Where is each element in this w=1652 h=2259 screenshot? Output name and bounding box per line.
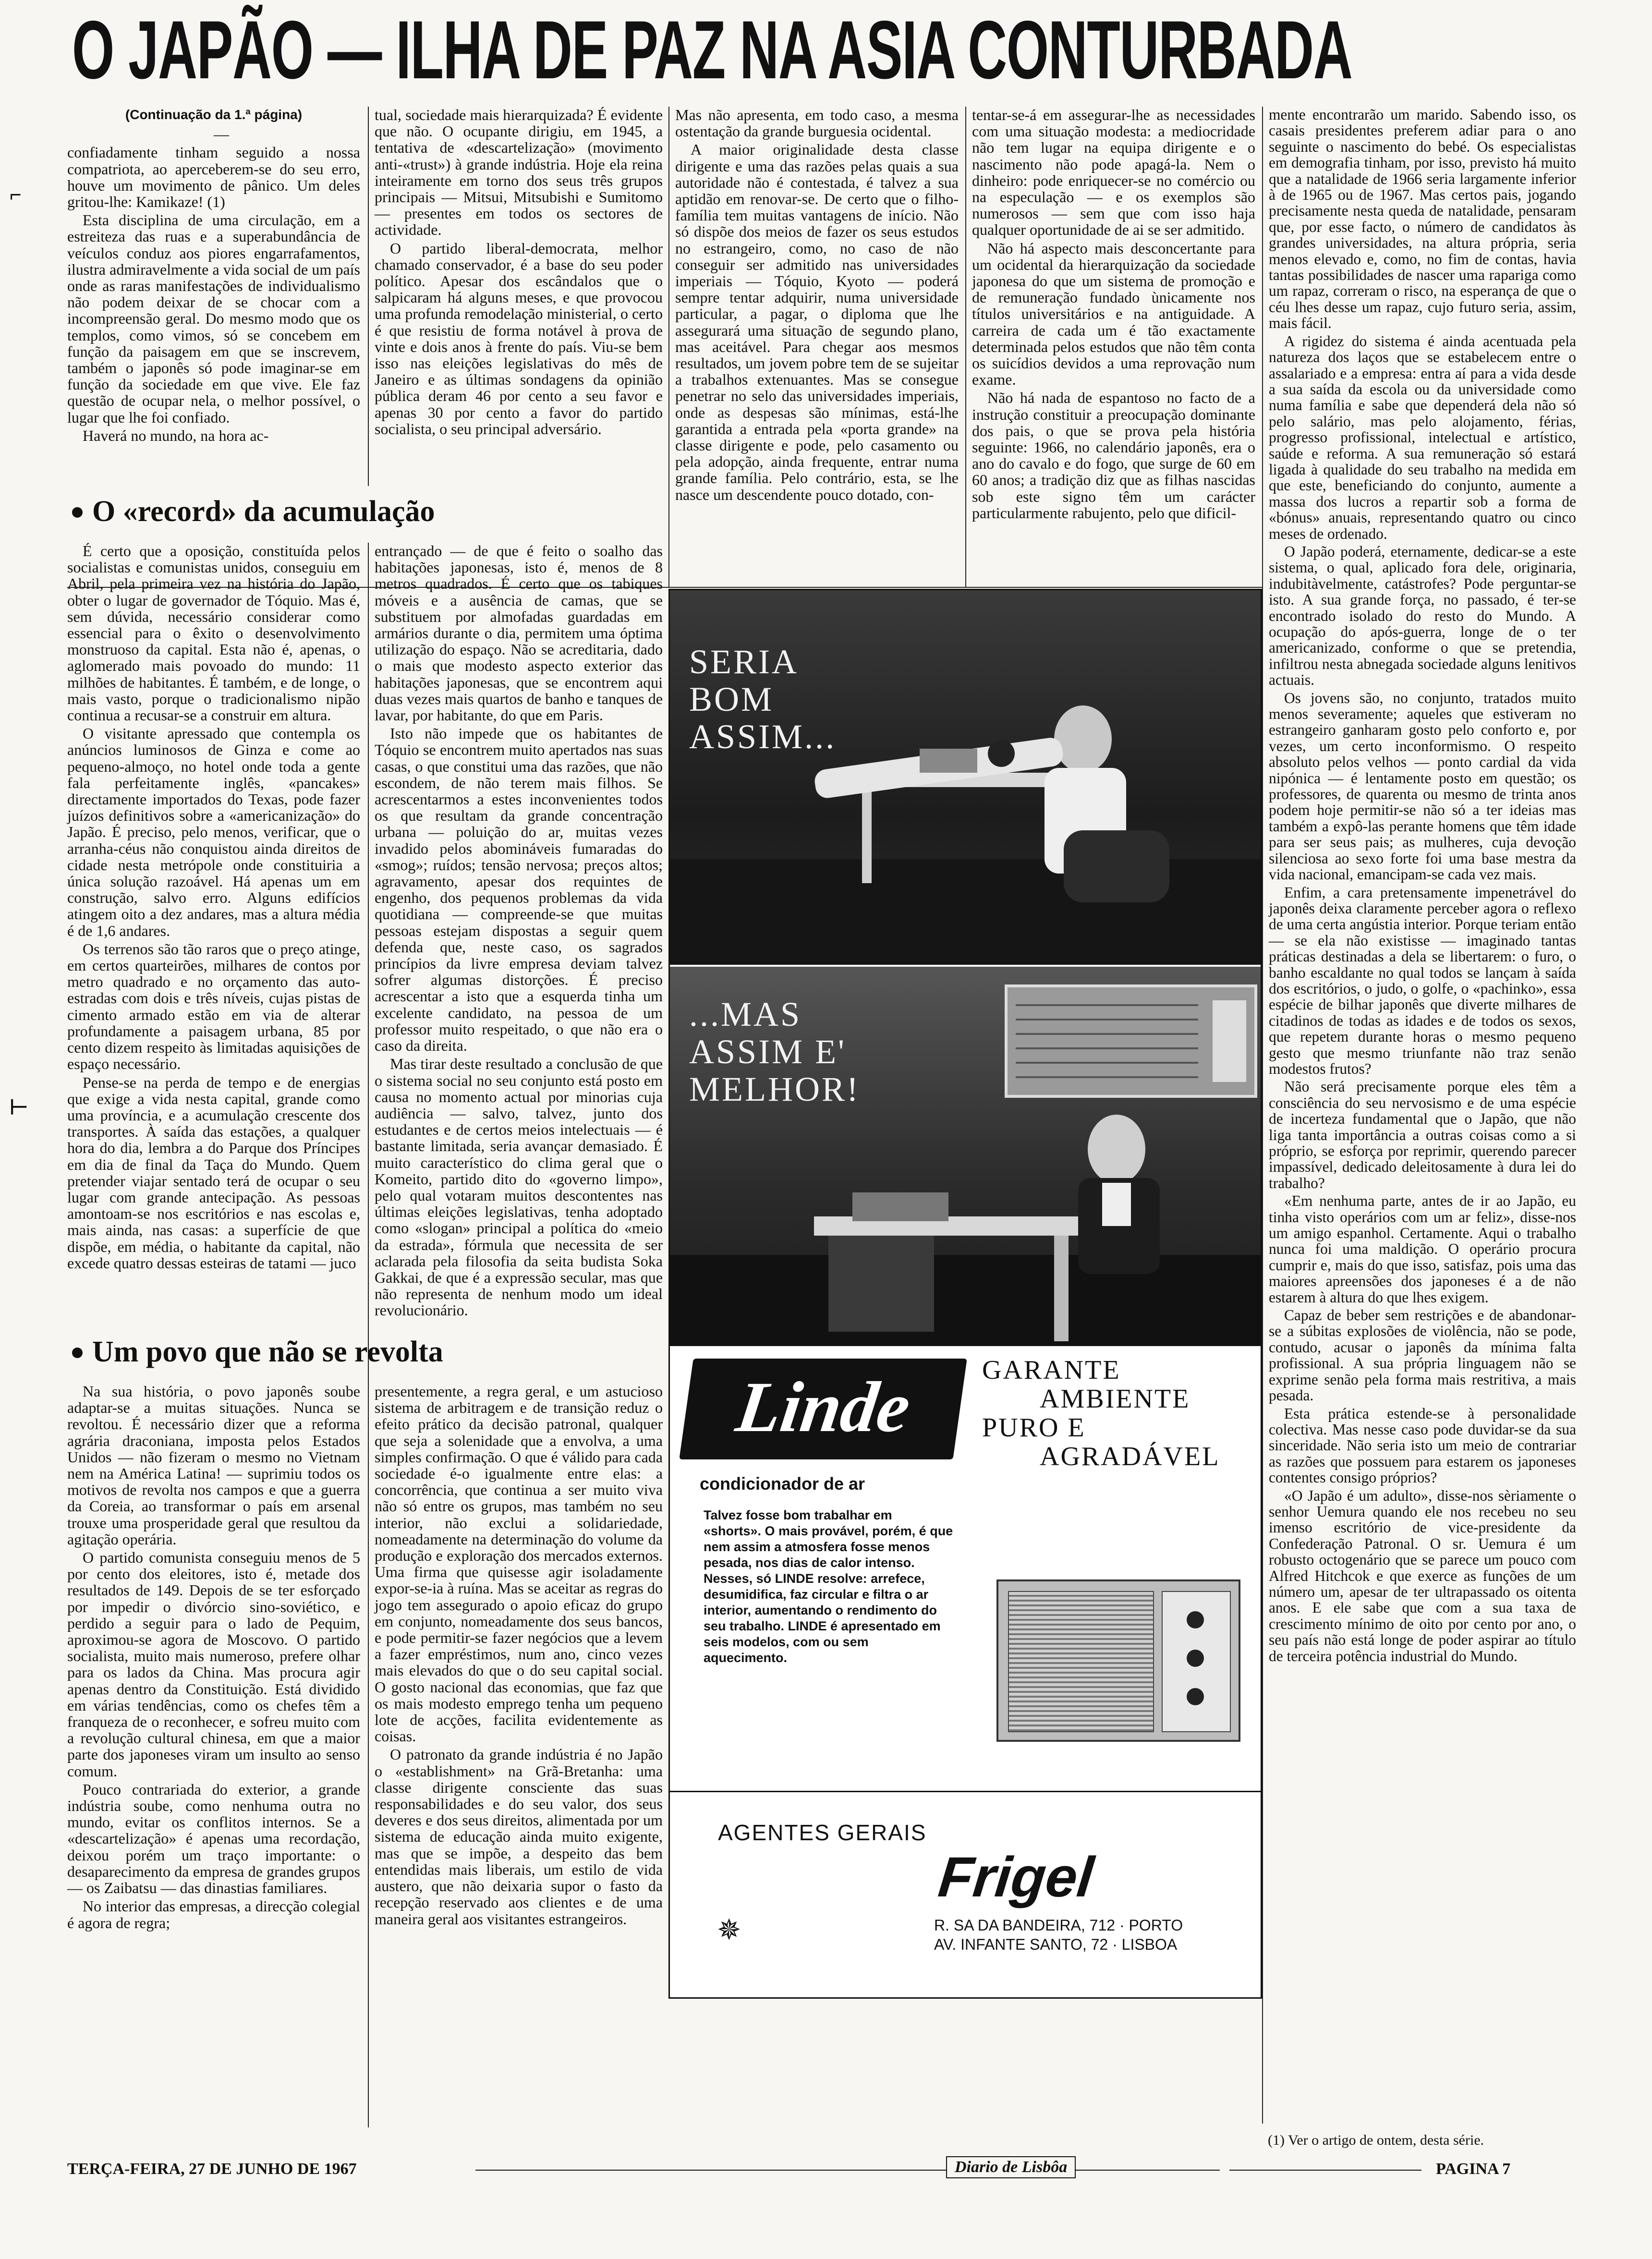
section2-column-2 bbox=[375, 1383, 663, 2127]
paragraph: Não será precisamente porque eles têm a consciência do seu nervosismo e de uma espécie de incerteza fundamental que o Japão, que não liga tanta importância a outras coisas como a si próprio, se esforça por reprimir, querendo parecer impassível, dedicado deleitosamente à dura lei do trabalho? bbox=[1269, 1078, 1576, 1191]
star-emblem-icon: ✵ bbox=[717, 1914, 741, 1946]
ac-knob-icon bbox=[1187, 1650, 1204, 1667]
footer-rule bbox=[1229, 2170, 1421, 2171]
ac-control-panel bbox=[1162, 1591, 1231, 1732]
paragraph: A rigidez do sistema é ainda acentuada pela natureza dos laços que se estabelecem entre o assalariado e a empresa: entra aí para a vida desde a sua saída da escola ou da universidade como numa família e sabe que dependerá dela não só pelo salário, mas pelo alojamento, férias, progresso profissional, intelectual e artístico, saúde e reforma. A sua remuneração só estará ligada à qualidade do seu trabalho na medida em que este, beneficiando do conjunto, aumente a massa dos lucros a repartir sob a forma de «bónus» anuais, representando quatro ou cinco meses de ordenado. bbox=[1269, 332, 1576, 542]
column-3-top bbox=[675, 107, 959, 582]
paragraph: entrançado — de que é feito o soalho das habitações japonesas, isto é, menos de 8 metros quadrados. É certo que os tabiques móveis e a ausência de camas, que se substituem por almofadas guardadas em armários durante o dia, permitem uma óptima utilização do espaço. Não se acreditaria, dado o mais que modesto aspecto exterior das habitações japonesas, que se encontrem aqui duas vezes mais quartos de banho e tanques de lavar, por habitante, do que em Paris. bbox=[375, 542, 663, 724]
column-rule bbox=[668, 107, 669, 587]
address-line: AV. INFANTE SANTO, 72 · LISBOA bbox=[934, 1936, 1178, 1953]
edge-mark: ⌐ bbox=[10, 183, 22, 206]
paragraph: O visitante apressado que contempla os anúncios luminosos de Ginza e come ao pequeno-almoço, no hotel onde toda a gente fala perfeitamente inglês, «pancakes» directamente importados do Texas, pode fazer juízos definitivos sobre a «americanização» do Japão. É preciso, pelo menos, verificar, que o arranha-céus não conquistou ainda direitos de cidade nesta metrópole onde constituiria a única solução razoável. Há apenas um em construção, salvo erro. Alguns edifícios atingem oito a dez andares, mas a altura média é de 1,6 andares. bbox=[67, 725, 360, 939]
linde-advertisement bbox=[668, 589, 1262, 1999]
headline: O JAPÃO — ILHA DE PAZ NA ASIA CONTURBADA bbox=[72, 4, 1352, 96]
product-label: condicionador de ar bbox=[700, 1474, 865, 1494]
paragraph: «O Japão é um adulto», disse-nos sèriamente o senhor Uemura quando ele nos recebeu no seu imenso escritório de vice-presidente da Confederação Patronal. O sr. Uemura é um robusto octogenário que se parece um pouco com Alfred Hitchcok e que exerce as funções de um número um, apesar de ter ultrapassado os oitenta anos. E ele sabe que com a sua taxa de crescimento mínimo de oito por cento por ano, o seu país não está longe de poder aspirar ao título de terceira potência industrial do Mundo. bbox=[1269, 1487, 1576, 1664]
column-rule bbox=[965, 107, 966, 587]
bullet-icon bbox=[72, 507, 83, 518]
distributor-address bbox=[934, 1916, 1183, 1954]
section1-column-1 bbox=[67, 543, 360, 1325]
garante-line: AMBIENTE bbox=[1040, 1384, 1190, 1414]
paragraph: Não há aspecto mais desconcertante para um ocidental da hierarquização da sociedade japonesa do que um sistema de promoção e de remuneração fundado ùnicamente nos títulos universitários e na antiguidade. A carreira de cada um é tão exactamente determinada pelos estudos que não têm conta os suicídios devidos a uma reprovação num exame. bbox=[972, 239, 1255, 389]
column-2-top bbox=[375, 107, 663, 486]
air-conditioner-image bbox=[996, 1579, 1240, 1742]
bullet-icon bbox=[72, 1348, 83, 1358]
section1-column-2 bbox=[375, 543, 663, 1325]
ac-grille bbox=[1008, 1591, 1154, 1732]
footer-rule bbox=[475, 2170, 1220, 2171]
paragraph: O partido liberal-democrata, melhor chamado conservador, é a base do seu poder político. Apesar dos escândalos que o salpicaram há alguns meses, e que provocou uma profunda remodelação ministerial, o certo é que resistiu de forma notável à prova de vinte e dois anos à frente do país. Viu-se bem isso nas eleições legislativas do mês de Janeiro e as últimas sondagens da opinião pública deram 46 por cento a seu favor e apenas 30 por cento a favor do partido socialista, o seu principal adversário. bbox=[375, 239, 663, 437]
ad-body-text: Talvez fosse bom trabalhar em «shorts». O mais provável, porém, é que nem assim a atmosfera fosse menos pesada, nos dias de calor intenso. Nesses, só LINDE resolve: arrefece, desumidifica, faz circular e filtra o ar interior, aumentando o rendimento do seu trabalho. LINDE é apresentado em seis modelos, com ou sem aquecimento. bbox=[704, 1508, 953, 1665]
continuation-note: (Continuação da 1.ª página) bbox=[125, 107, 303, 122]
footer-date: TERÇA-FEIRA, 27 DE JUNHO DE 1967 bbox=[67, 2160, 357, 2178]
paragraph: É certo que a oposição, constituída pelos socialistas e comunistas unidos, conseguiu em Abril, pela primeira vez na história do Japão, obter o lugar de governador de Tóquio. Mas é, sem dúvida, necessário considerar como essencial para o êxito o desenvolvimento monstruoso da capital. Esta não é, apenas, o aglomerado mais povoado do mundo: 11 milhões de habitantes. É também, e de longe, o mais vasto, porque o tradicionalismo nipão continua a recusar-se a construir em altura. bbox=[67, 542, 360, 724]
paragraph: No interior das empresas, a direcção colegial é agora de regra; bbox=[67, 1897, 360, 1931]
edge-mark: ⊢ bbox=[10, 1095, 28, 1119]
paragraph: Esta disciplina de uma circulação, em a estreiteza das ruas e a superabundância de veículos conduz aos piores engarrafamentos, ilustra admiravelmente a vida social de um país onde as raras manifestações de individualismo não podem deixar de se chocar com a incompreensão geral. Do mesmo modo que os templos, como vimos, só se concebem em função da paisagem em que se inscrevem, também o japonês só pode imaginar-se em função da sociedade em que vive. Ele faz questão de ocupar nela, o melhor possível, o lugar que lhe foi confiado. bbox=[67, 211, 360, 426]
paragraph: Pouco contrariada do exterior, a grande indústria soube, como nenhuma outra no mundo, evitar os conflitos internos. Se a «descartelização» é apenas uma recordação, deixou porém um traço importante: o desaparecimento da empresa de grandes grupos — os Zaibatsu — das dinastias familiares. bbox=[67, 1780, 360, 1897]
column-rule bbox=[1262, 107, 1263, 2124]
paragraph: presentemente, a regra geral, e um astucioso sistema de arbitragem e de transição reduz o efeito prático da decisão patronal, qualquer que seja a solenidade que a envolva, a uma simples confirmação. O que é válido para cada sociedade é-o igualmente entre elas: a concorrência, que continua a ser muito viva não só entre os grupos, mas também no seu interior, não exclui a solidariedade, nomeadamente na determinação do volume da produção e exploração dos mercados externos. Uma firma que quisesse agir isoladamente expor-se-ia à ruína. Mas se aceitar as regras do jogo tem assegurado o apoio eficaz do grupo em conjunto, nomeadamente dos seus bancos, e pode permitir-se fazer negócios que a levem a fazer empréstimos, num ano, cinco vezes mais elevados do que o do seu capital social. O gosto nacional das economias, que faz que os mais modesto emprego tenha um pequeno lote de acções, facilita evidentemente as coisas. bbox=[375, 1383, 663, 1745]
paragraph: confiadamente tinham seguido a nossa compatriota, ao aperceberem-se do seu erro, houve um movimento de pânico. Um deles gritou-lhe: Kamikaze! (1) bbox=[67, 144, 360, 211]
agentes-gerais-label: AGENTES GERAIS bbox=[718, 1820, 927, 1845]
paragraph: «Em nenhuma parte, antes de ir ao Japão, eu tinha visto operários com um ar feliz», disse-nos um amigo espanhol. Certamente. Aqui o trabalho nunca foi uma maldição. O operário procura cumprir e, mais do que isso, satisfaz, pois uma das maiores apreensões dos japoneses é a de não estarem à altura do que lhes exigem. bbox=[1269, 1192, 1576, 1306]
column-1-top bbox=[67, 107, 360, 491]
ad-slogan-2: ...MAS ASSIM E' MELHOR! bbox=[689, 995, 860, 1108]
paragraph: tentar-se-á em assegurar-lhe as necessidades com uma situação modesta: a mediocridade não tem lugar na equipa dirigente e o nascimento não pode apagá-la. Nem o dinheiro: pode enriquecer-se no comércio ou na especulação — e os exemplos são numerosos — sem que com isso haja qualquer oportunidade de ai se ser admitido. bbox=[972, 106, 1255, 239]
paragraph: Enfim, a cara pretensamente impenetrável do japonês deixa claramente perceber agora o reflexo de uma certa angústia interior. Porque teriam então — se ela não existisse — imaginado tantas práticas destinadas a dela se libertarem: o furo, o banho escaldante no qual todos se lançam à saída dos escritórios, o judo, o golfe, o «pachinko», essa espécie de bilhar japonês que diverte milhares de citadinos de todas as idades e de todos os sexos, que repetem durante horas o mesmo pequeno gesto que mesmo triunfante não traz senão modestos frutos? bbox=[1269, 884, 1576, 1077]
paragraph: Mas tirar deste resultado a conclusão de que o sistema social no seu conjunto está posto em causa no momento actual por minorias cuja audiência — salvo, talvez, junto dos estudantes e de certos meios intelectuais — é bastante limitada, seria avançar demasiado. É muito característico do clima geral que o Komeito, partido dito do «governo limpo», pelo qual votaram muitos descontentes nas últimas eleições legislativas, tenha adoptado como «slogan» principal a política do «meio da estrada», fórmula que necessita de ser aclarada pela filosofia da seita budista Soka Gakkai, de que é a expressão secular, mas que não representa de nenhum modo um ideal revolucionário. bbox=[375, 1055, 663, 1319]
linde-logo: Linde bbox=[679, 1359, 967, 1459]
garante-line: GARANTE bbox=[982, 1355, 1121, 1385]
paragraph: O patronato da grande indústria é no Japão o «establishment» na Grã-Bretanha: uma classe dirigente consciente das suas responsabilidades e do seu valor, dos seus deveres e dos seus direitos, alimentada por um sistema de educação ainda muito exigente, mas que se impõe, a despeito das bem entendidas mais liberais, um estilo de vida austero, que não deixaria supor o fasto da recepção reservado aos clientes e de uma maneira geral aos visitantes estrangeiros. bbox=[375, 1746, 663, 1928]
paragraph: Na sua história, o povo japonês soube adaptar-se a muitas situações. Nunca se revoltou. É necessário dizer que a reforma agrária draconiana, imposta pelos Estados Unidos — não fizeram o mesmo no Vietnam nem na América Latina! — suprimiu todos os motivos de revolta nos campos e que a guerra da Coreia, ao transformar o país em arsenal trouxe uma prosperidade geral que resultou da agitação operária. bbox=[67, 1383, 360, 1548]
garante-line: PURO E bbox=[982, 1413, 1086, 1443]
column-5 bbox=[1269, 107, 1576, 2124]
paragraph: Haverá no mundo, na hora ac- bbox=[83, 426, 269, 444]
ad-separator bbox=[670, 1791, 1261, 1792]
subheading-povo: Um povo que não se revolta bbox=[72, 1335, 443, 1369]
page-footer bbox=[67, 2156, 1585, 2185]
ad-photo-relaxing-man bbox=[670, 590, 1261, 965]
ad-slogan-1: SERIA BOM ASSIM... bbox=[689, 643, 837, 756]
ad-garante-slogan bbox=[982, 1356, 1251, 1471]
paragraph: A maior originalidade desta classe dirigente e uma das razões pelas quais a sua autoridade não é contestada, é talvez a sua aptidão em renovar-se. De certo que o filho-família tem muitas vantagens de início. Não só dispõe dos meios de fazer os seus estudos no estrangeiro, como, no caso de não conseguir ser admitido nas universidades imperiais — Tóquio, Kyoto — poderá sempre tentar adquirir, numa universidade particular, a pagar, o diploma que lhe assegurará uma situação de segundo plano, mas aceitável. Para chegar aos mesmos resultados, um jovem pobre tem de se sujeitar a trabalhos extenuantes. Mas se consegue penetrar no selo das universidades imperiais, onde as despesas são mínimas, está-lhe garantida a entrada pela «porta grande» na classe dirigente e pode, pelo casamento ou pela adopção, ainda frequente, entrar numa grande família. Pelo contrário, esta, se lhe nasce um descendente pouco dotado, con- bbox=[675, 141, 959, 503]
linde-brand-box bbox=[670, 1354, 987, 1824]
column-rule bbox=[368, 107, 369, 486]
address-line: R. SA DA BANDEIRA, 712 · PORTO bbox=[934, 1917, 1183, 1934]
column-4-top bbox=[972, 107, 1255, 582]
continuation-dash: — bbox=[214, 125, 229, 143]
frigel-logo: Frigel bbox=[935, 1846, 1097, 1909]
paragraph: Pense-se na perda de tempo e de energias que exige a vida nesta capital, grande como uma província, e a acumulação crescente dos transportes. À saída das estações, a qualquer hora do dia, lembra a do Parque dos Príncipes em dia de final da Taça do Mundo. Quem pretender viajar sentado terá de ocupar o seu lugar com grande antecipação. As pessoas amontoam-se nos escritórios e nas escolas e, mais ainda, nas casas: a superfície de que dispõe, em média, o habitante da capital, não excede quatro dessas esteiras de tatami — juco bbox=[67, 1073, 360, 1272]
section2-column-1 bbox=[67, 1383, 360, 2127]
paragraph: tual, sociedade mais hierarquizada? É evidente que não. O ocupante dirigiu, em 1945, a tentativa de «descartelização» (movimento anti-«trust») à grande indústria. Hoje ela reina inteiramente em torno dos seus três grupos principais — Mitsui, Mitsubishi e Sumitomo — presentes em todos os sectores de actividade. bbox=[375, 106, 663, 239]
paragraph: Esta prática estende-se à personalidade colectiva. Mas nesse caso pode duvidar-se da sua sinceridade. Não seria isto um meio de contrariar as razões que possuem para estarem os japoneses contentes consigo próprios? bbox=[1269, 1405, 1576, 1486]
ac-knob-icon bbox=[1187, 1611, 1204, 1628]
paragraph: Isto não impede que os habitantes de Tóquio se encontrem muito apertados nas suas casas, o que constitui uma das razões, que não escondem, de não terem mais filhos. Se acrescentarmos a estes inconvenientes todos os que resultam da grande concentração urbana — poluição do ar, muitas vezes invadido pelos abomináveis fumaradas do «smog»; ruídos; tensão nervosa; preços altos; agravamento, apesar dos requintes de engenho, dos pequenos problemas da vida quotidiana — compreende-se que muitas pessoas estejam dispostas a seguir quem defenda que, neste caso, os sagrados princípios da livre empresa deviam talvez sofrer algumas distorções. É preciso acrescentar a isto que a esquerda tinha um excelente candidato, na pessoa de um professor muito respeitado, o que não era o caso da direita. bbox=[375, 725, 663, 1055]
ac-knob-icon bbox=[1187, 1688, 1204, 1705]
footnote: (1) Ver o artigo de ontem, desta série. bbox=[1268, 2132, 1484, 2148]
page-number: PAGINA 7 bbox=[1436, 2160, 1511, 2178]
newspaper-name: Diario de Lisbôa bbox=[946, 2156, 1076, 2178]
paragraph: O partido comunista conseguiu menos de 5 por cento dos eleitores, isto é, metade dos resultados de 149. Depois de se ter esforçado por impedir o divórcio sino-soviético, e perdido a seguir para o lado de Pequim, aproximou-se agora de Moscovo. O partido socialista, muito mais numeroso, prefere olhar para os lados da China. Mas procura agir apenas dentro da Constituição. Está dividido em várias tendências, como os chefes têm a franqueza de o reconhecer, e sofreu muito com a revolução cultural chinesa, em que a maior parte dos japoneses viram um insulto ao senso comum. bbox=[67, 1549, 360, 1780]
paragraph: Capaz de beber sem restrições e de abandonar-se a súbitas explosões de violência, não se pode, contudo, acusar o japonês da mínima falta profissional. A sua própria linguagem não se exprime senão pela forma mais restritiva, a mais pesada. bbox=[1269, 1307, 1576, 1404]
paragraph: Mas não apresenta, em todo caso, a mesma ostentação da grande burguesia ocidental. bbox=[675, 106, 959, 140]
subheading-record: O «record» da acumulação bbox=[72, 495, 435, 528]
paragraph: O Japão poderá, eternamente, dedicar-se a este sistema, o qual, aplicado fora dele, originaria, indubitàvelmente, catástrofes? Pode perguntar-se isto. A sua grande força, no passado, é ter-se encontrado isolado do resto do Mundo. A ocupação do após-guerra, longe de o ter americanizado, conforme o que se pretendia, infiltrou nesta abnegada sociedade alguns lenitivos actuais. bbox=[1269, 543, 1576, 689]
garante-line: AGRADÁVEL bbox=[1040, 1442, 1220, 1471]
paragraph: Os jovens são, no conjunto, tratados muito menos severamente; aqueles que estiveram no estrangeiro ganharam gosto pelo conforto e, por vezes, um certo inconformismo. O respeito absoluto pelos velhos — ponto cardial da vida nipónica — é lentamente posto em questão; os professores, de quarenta ou mesmo de trinta anos podem hoje permitir-se não só a ter ideias mas também a expô-las perante homens que têm idade para ser seus pais; as mulheres, cuja devoção silenciosa ao sexo forte foi uma base mestra da vida nacional, emancipam-se cada vez mais. bbox=[1269, 689, 1576, 883]
paragraph: Não há nada de espantoso no facto de a instrução constituir a preocupação dominante dos pais, o que se prova pela história seguinte: 1966, no calendário japonês, era o ano do cavalo e do fogo, que surge de 60 em 60 anos; a tradição diz que as filhas nascidas sob este signo têm um carácter particularmente rabujento, pelo que dificil- bbox=[972, 389, 1255, 522]
paragraph: Os terrenos são tão raros que o preço atinge, em certos quarteirões, milhares de contos por metro quadrado e no orçamento das auto-estradas com dois e três níveis, cujas pistas de cimento armado estão em via de alterar profundamente a paisagem urbana, 85 por cento dizem respeito às limitadas aquisições de espaço necessário. bbox=[67, 940, 360, 1073]
ad-photo-working-man bbox=[670, 967, 1261, 1346]
paragraph: mente encontrarão um marido. Sabendo isso, os casais presidentes preferem adiar para o ano seguinte o nascimento do bebé. Os especialistas em demografia tinham, por isso, previsto há muito que a natalidade de 1966 seria largamente inferior à de 1965 ou de 1967. Mas certos pais, jogando precisamente nesta queda de natalidade, pensaram que, por esse facto, o número de candidatos às grandes universidades, na altura própria, seria menos elevado e, como, no fim de contas, havia tantas possibilidades de nascer uma rapariga como um rapaz, correram o risco, na esperança de que o céu lhes desse um rapaz, cujo futuro seria, assim, mais fácil. bbox=[1269, 106, 1576, 332]
